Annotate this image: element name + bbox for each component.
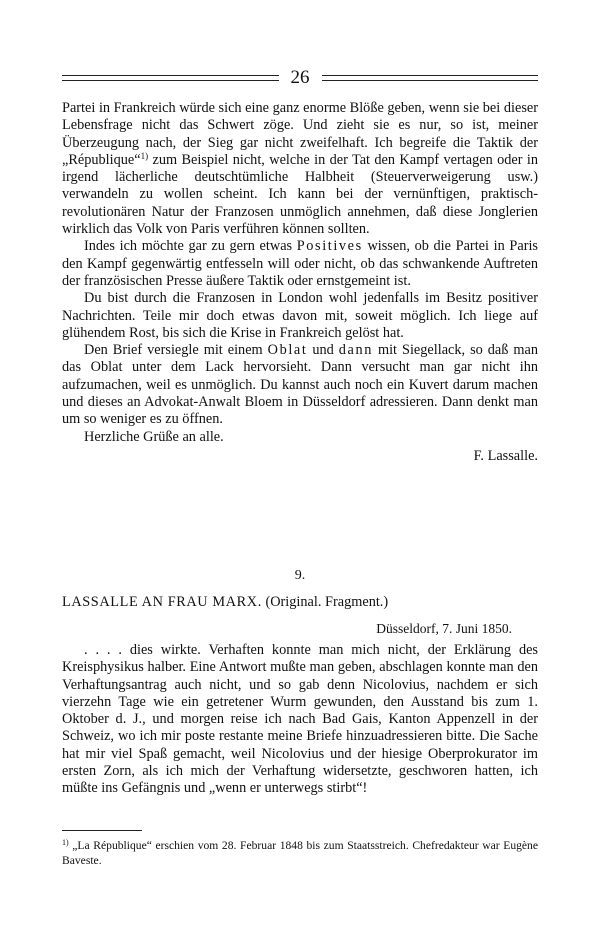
paragraph: Partei in Frankreich würde sich eine ganz enorme Blöße geben, wenn sie bei dieser Lebensfrage nicht das Schwert zöge. Und zieht sie es nur, so ist, meiner Überzeugung nach, der Sieg gar nicht zweifelhaft. Ich begreife die Taktik der „République“$^{1)}$ zum Beispiel nicht, welche in der Tat den Kampf vertagen oder in irgend lächerliche deutschtümliche Halbheit (Steuerverweigerung usw.) verwandeln zu wollen scheint. Ich kann bei der vernünftigen, praktisch-revolutionären Natur der Franzosen unmöglich annehmen, daß diese Jonglerien wirklich das Volk von Paris verführen können sollten. [62, 100, 538, 238]
letter-8-text [62, 100, 538, 465]
letter-number: 9. [294, 568, 306, 583]
paragraph: Du bist durch die Franzosen in London wohl jedenfalls im Besitz positiver Nachrichten. Teile mir doch etwas davon mit, soweit möglich. Ich liege auf glühendem Rost, bis sich die Krise in Frankreich gelöst hat. [62, 290, 538, 341]
letter-heading-title: LASSALLE AN FRAU MARX. [62, 594, 262, 610]
letter-heading-note: (Original. Fragment.) [261, 594, 389, 610]
signature: F. Lassalle. [473, 447, 538, 464]
paragraph: Herzliche Grüße an alle. [84, 428, 224, 445]
emphasis-spaced: Oblat [267, 342, 308, 359]
letter-9-text [62, 642, 538, 798]
page-number: 26 [290, 67, 310, 88]
footnote-text: „La République“ erschien vom 28. Februar 1848 bis zum Staatsstreich. Chefredakteur war Eugène Baveste. [62, 839, 538, 867]
footnote [62, 838, 538, 868]
footnote-reference: 1) [140, 150, 149, 161]
letter-heading [62, 594, 538, 611]
paragraph: Den Brief versiegle mit einem Oblat und dann mit Siegellack, so daß man das Oblat unter dem Lack hervorsieht. Dann versucht man gar nicht ihn aufzumachen, weil es unmöglich. Du kannst auch noch ein Kuvert darum machen und dieses an Advokat-Anwalt Bloem in Düsseldorf adressieren. Dann denkt man um so weniger es zu öffnen. [62, 342, 538, 428]
footnote-rule [62, 830, 142, 831]
paragraph: Indes ich möchte gar zu gern etwas Positives wissen, ob die Partei in Paris den Kampf gegenwärtig entfesseln will oder nicht, ob das schwankende Auftreten der französischen Presse äußere Taktik oder ernstgemeint ist. [62, 238, 538, 289]
header-rule-left [62, 75, 279, 81]
footnote-marker: 1) [62, 838, 69, 847]
paragraph: . . . . dies wirkte. Verhaften konnte man mich nicht, der Erklärung des Kreisphysikus halber. Eine Antwort mußte man geben, abschlagen konnte man den Verhaftungsantrag auch nicht, und so gab denn Nicolovius, nachdem er sich vierzehn Tage wie ein getretener Wurm gewunden, den Ausstand bis zum 1. Oktober d. J., und morgen reise ich nach Bad Gais, Kanton Appenzell in der Schweiz, wo ich mir poste restante meine Briefe hinzuadressieren bitte. Die Sache hat mir viel Spaß gemacht, weil Nicolovius und der hiesige Oberprokurator im ersten Zorn, als ich mich der Verhaftung widersetzte, geschworen hatten, ich müßte ins Gefängnis und „wenn er unterwegs stirbt“! [62, 642, 538, 797]
emphasis-spaced: dann [338, 342, 373, 359]
header-rule-right [322, 75, 539, 81]
emphasis-spaced: Positives [296, 238, 363, 255]
page-header [62, 68, 538, 88]
dateline: Düsseldorf, 7. Juni 1850. [376, 621, 512, 636]
